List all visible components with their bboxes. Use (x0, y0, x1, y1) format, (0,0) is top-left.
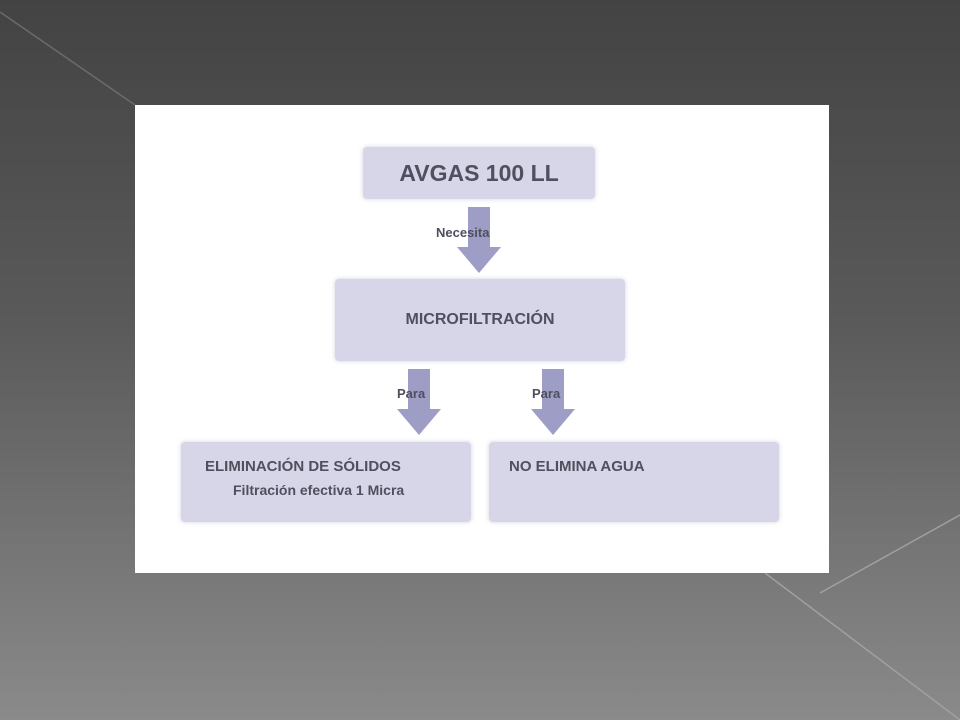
node-avgas-label: AVGAS 100 LL (399, 159, 559, 186)
arrow-down-icon (457, 207, 501, 273)
edge-label-para-left: Para (397, 386, 426, 401)
arrow-down-icon (531, 369, 575, 435)
node-solids-subtitle: Filtración efectiva 1 Micra (233, 482, 405, 498)
flowchart-image (135, 105, 829, 573)
node-microfiltracion (335, 279, 625, 361)
arrow-down-icon (397, 369, 441, 435)
node-microfiltracion-label: MICROFILTRACIÓN (405, 311, 555, 328)
node-solids-title: ELIMINACIÓN DE SÓLIDOS (205, 458, 401, 475)
node-avgas-100-ll (363, 147, 595, 199)
node-eliminacion-solidos (181, 442, 471, 522)
edge-label-para-right: Para (532, 386, 561, 401)
node-water-title: NO ELIMINA AGUA (509, 458, 645, 475)
node-no-elimina-agua (489, 442, 779, 522)
edge-label-necesita: Necesita (436, 225, 490, 240)
